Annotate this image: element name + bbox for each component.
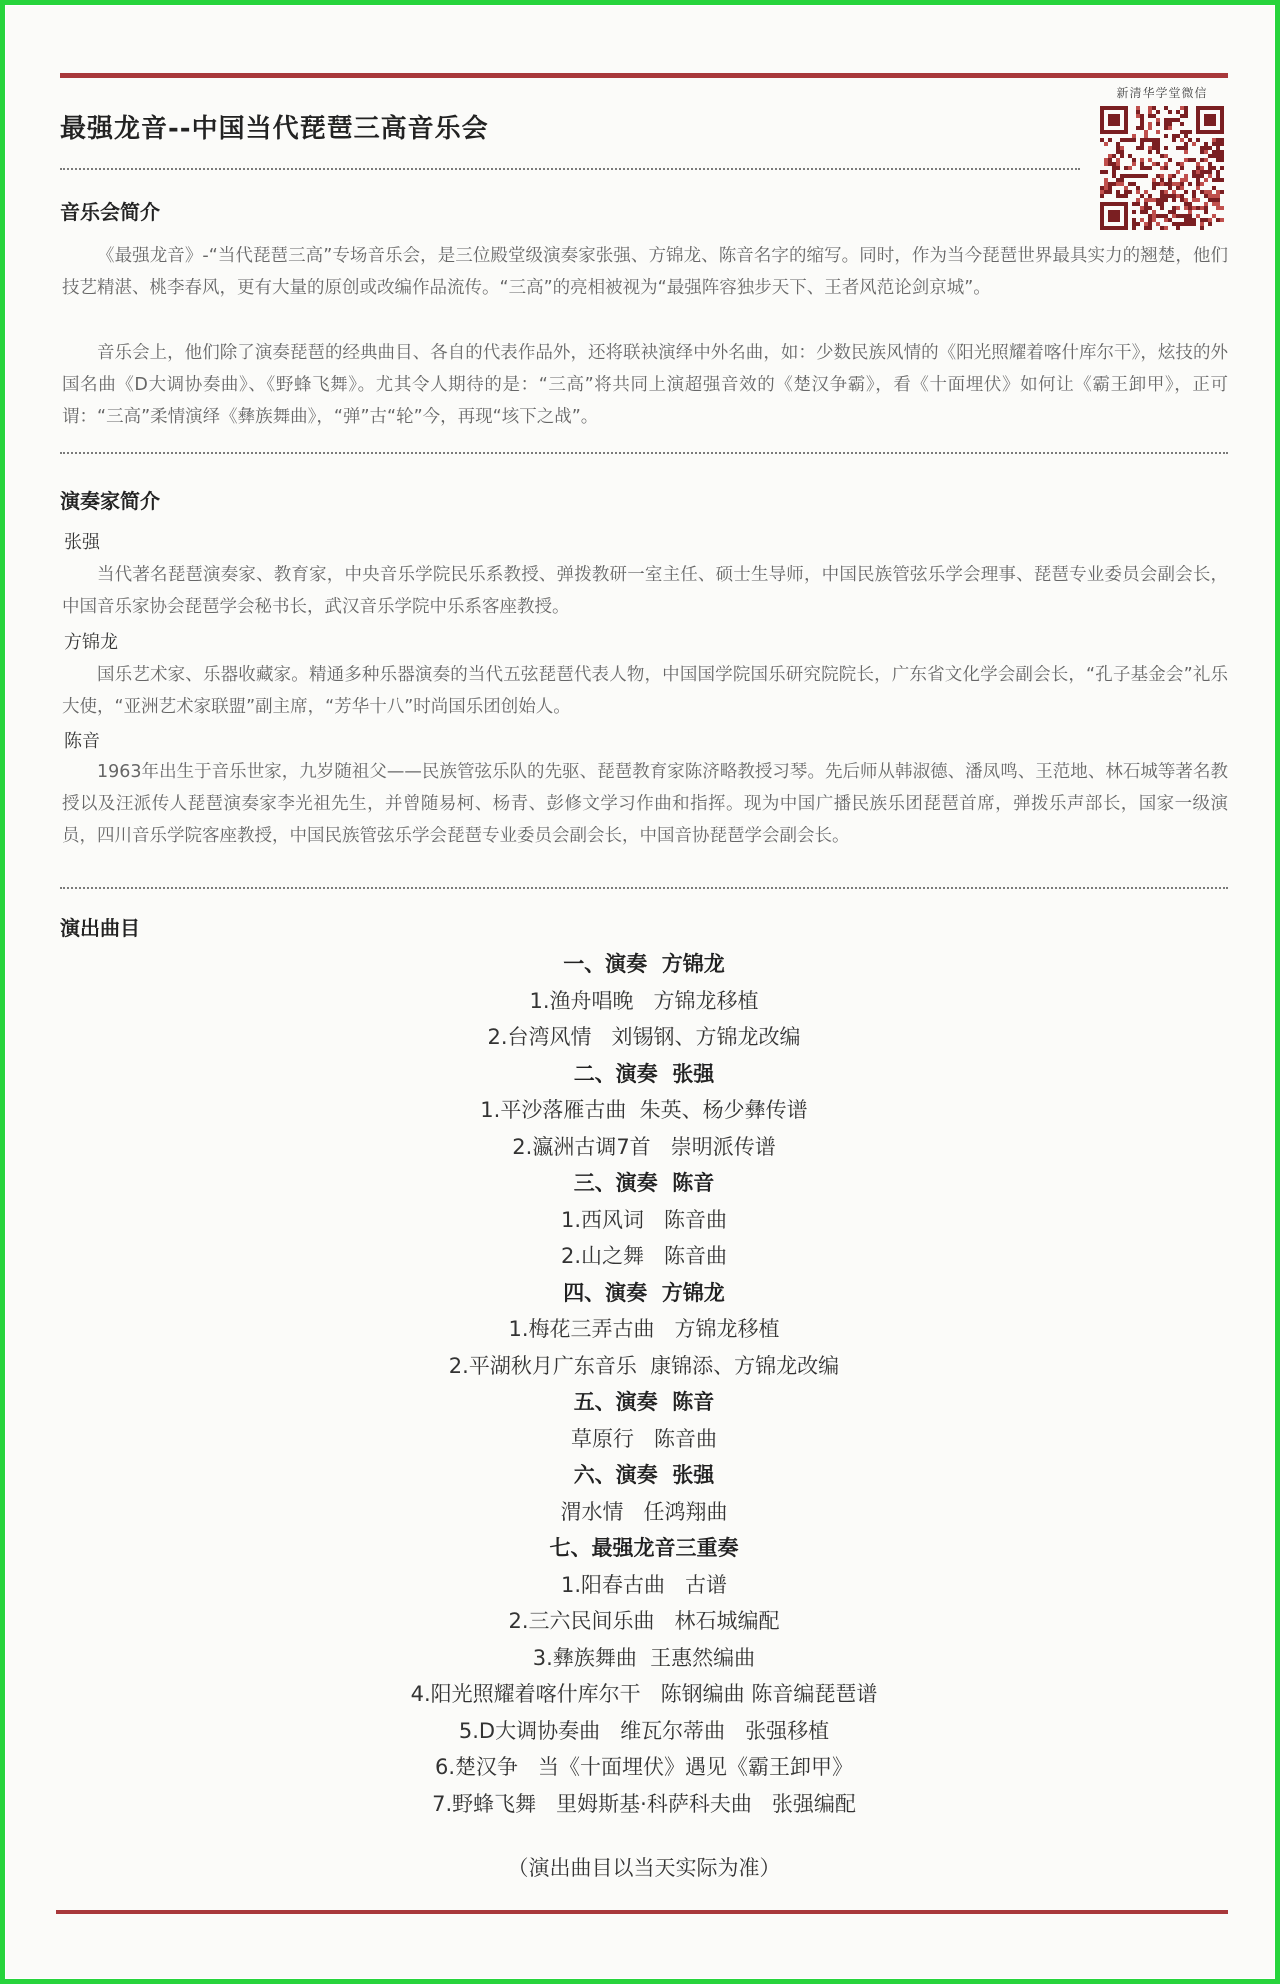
program-piece: 6.楚汉争 当《十面埋伏》遇见《霸王卸甲》 (434, 1755, 854, 1779)
program-piece: 1.平沙落雁古曲 朱英、杨少彝传谱 (480, 1098, 808, 1122)
program-piece: 2.瀛洲古调7首 崇明派传谱 (512, 1134, 776, 1159)
program-section-title: 五、演奏 陈音 (573, 1390, 715, 1414)
program-section-title: 三、演奏 陈音 (573, 1171, 715, 1195)
intro-paragraph-2: 音乐会上，他们除了演奏琵琶的经典曲目、各自的代表作品外，还将联袂演绎中外名曲，如：少数民族风情的《阳光照耀着喀什库尔干》，炫技的外国名曲《D大调协奏曲》、《野蜂飞舞》。尤其令人期待的是：“三高”将共同上演超强音效的《楚汉争霸》，看《十面埋伏》如何让《霸王卸甲》，正可谓：“三高”柔情演绎《彝族舞曲》，“弹”古“轮”今，再现“垓下之战”。 (62, 343, 1228, 427)
performer-bio-zhangqiang: 当代著名琵琶演奏家、教育家，中央音乐学院民乐系教授、弹拨教研一室主任、硕士生导师，中国民族管弦乐学会理事、琵琶专业委员会副会长，中国音乐家协会琵琶学会秘书长，武汉音乐学院中乐系客座教授。 (62, 565, 1228, 617)
program-piece: 2.三六民间乐曲 林石城编配 (508, 1609, 780, 1633)
program-piece: 渭水情 任鸿翔曲 (560, 1499, 728, 1524)
program-heading: 演出曲目 (60, 916, 140, 940)
program-section-title: 二、演奏 张强 (573, 1061, 715, 1086)
qr-caption: 新清华学堂微信 (1116, 86, 1208, 100)
program-section-title: 七、最强龙音三重奏 (549, 1536, 739, 1560)
program-piece: 7.野蜂飞舞 里姆斯基·科萨科夫曲 张强编配 (432, 1791, 856, 1816)
performers-heading: 演奏家简介 (60, 489, 160, 513)
program-piece: 1.梅花三弄古曲 方锦龙移植 (508, 1317, 780, 1341)
program-piece: 2.山之舞 陈音曲 (560, 1244, 728, 1268)
performer-name-fangjinlong: 方锦龙 (64, 632, 118, 653)
program-piece: 2.台湾风情 刘锡钢、方锦龙改编 (487, 1025, 801, 1049)
divider-intro (60, 452, 1228, 454)
divider-performers (60, 887, 1228, 889)
performer-bio-fangjinlong: 国乐艺术家、乐器收藏家。精通多种乐器演奏的当代五弦琵琶代表人物，中国国学院国乐研究院院长，广东省文化学会副会长，“孔子基金会”礼乐大使，“亚洲艺术家联盟”副主席，“芳华十八”时尚国乐团创始人。 (62, 665, 1228, 717)
page-title: 最强龙音--中国当代琵琶三高音乐会 (60, 114, 489, 144)
program-piece: 5.D大调协奏曲 维瓦尔蒂曲 张强移植 (458, 1718, 830, 1743)
qr-code-icon (1100, 105, 1224, 231)
program-list (60, 946, 1228, 1822)
qr-block (1098, 84, 1226, 235)
program-piece: 1.西风词 陈音曲 (560, 1207, 728, 1232)
program-note: （演出曲目以当天实际为准） (507, 1856, 781, 1880)
intro-heading: 音乐会简介 (60, 200, 160, 224)
bottom-rule (56, 1910, 1228, 1914)
performer-name-chenyin: 陈音 (64, 731, 100, 752)
program-section-title: 四、演奏 方锦龙 (563, 1280, 725, 1305)
program-section-title: 六、演奏 张强 (573, 1463, 715, 1487)
program-piece: 1.渔舟唱晚 方锦龙移植 (529, 988, 759, 1013)
performer-bio-chenyin: 1963年出生于音乐世家，九岁随祖父——民族管弦乐队的先驱、琵琶教育家陈济略教授习琴。先后师从韩淑德、潘凤鸣、王范地、林石城等著名教授以及汪派传人琵琶演奏家李光祖先生，并曾随易柯、杨青、彭修文学习作曲和指挥。现为中国广播民族乐团琵琶首席，弹拨乐声部长，国家一级演员，四川音乐学院客座教授，中国民族管弦乐学会琵琶专业委员会副会长，中国音协琵琶学会副会长。 (62, 762, 1228, 846)
performer-name-zhangqiang: 张强 (64, 532, 100, 553)
program-piece: 4.阳光照耀着喀什库尔干 陈钢编曲 陈音编琵琶谱 (410, 1682, 878, 1706)
program-piece: 2.平湖秋月广东音乐 康锦添、方锦龙改编 (448, 1353, 840, 1378)
program-piece: 草原行 陈音曲 (570, 1426, 718, 1451)
program-section-title: 一、演奏 方锦龙 (563, 952, 725, 976)
program-piece: 1.阳春古曲 古谱 (560, 1572, 728, 1597)
program-piece: 3.彝族舞曲 王惠然编曲 (532, 1645, 756, 1670)
divider-title (60, 168, 1080, 170)
top-rule (60, 73, 1228, 78)
intro-paragraph-1: 《最强龙音》-“当代琵琶三高”专场音乐会，是三位殿堂级演奏家张强、方锦龙、陈音名字的缩写。同时，作为当今琵琶世界最具实力的翘楚，他们技艺精湛、桃李春风，更有大量的原创或改编作品流传。“三高”的亮相被视为“最强阵容独步天下、王者风范论剑京城”。 (62, 246, 1228, 298)
